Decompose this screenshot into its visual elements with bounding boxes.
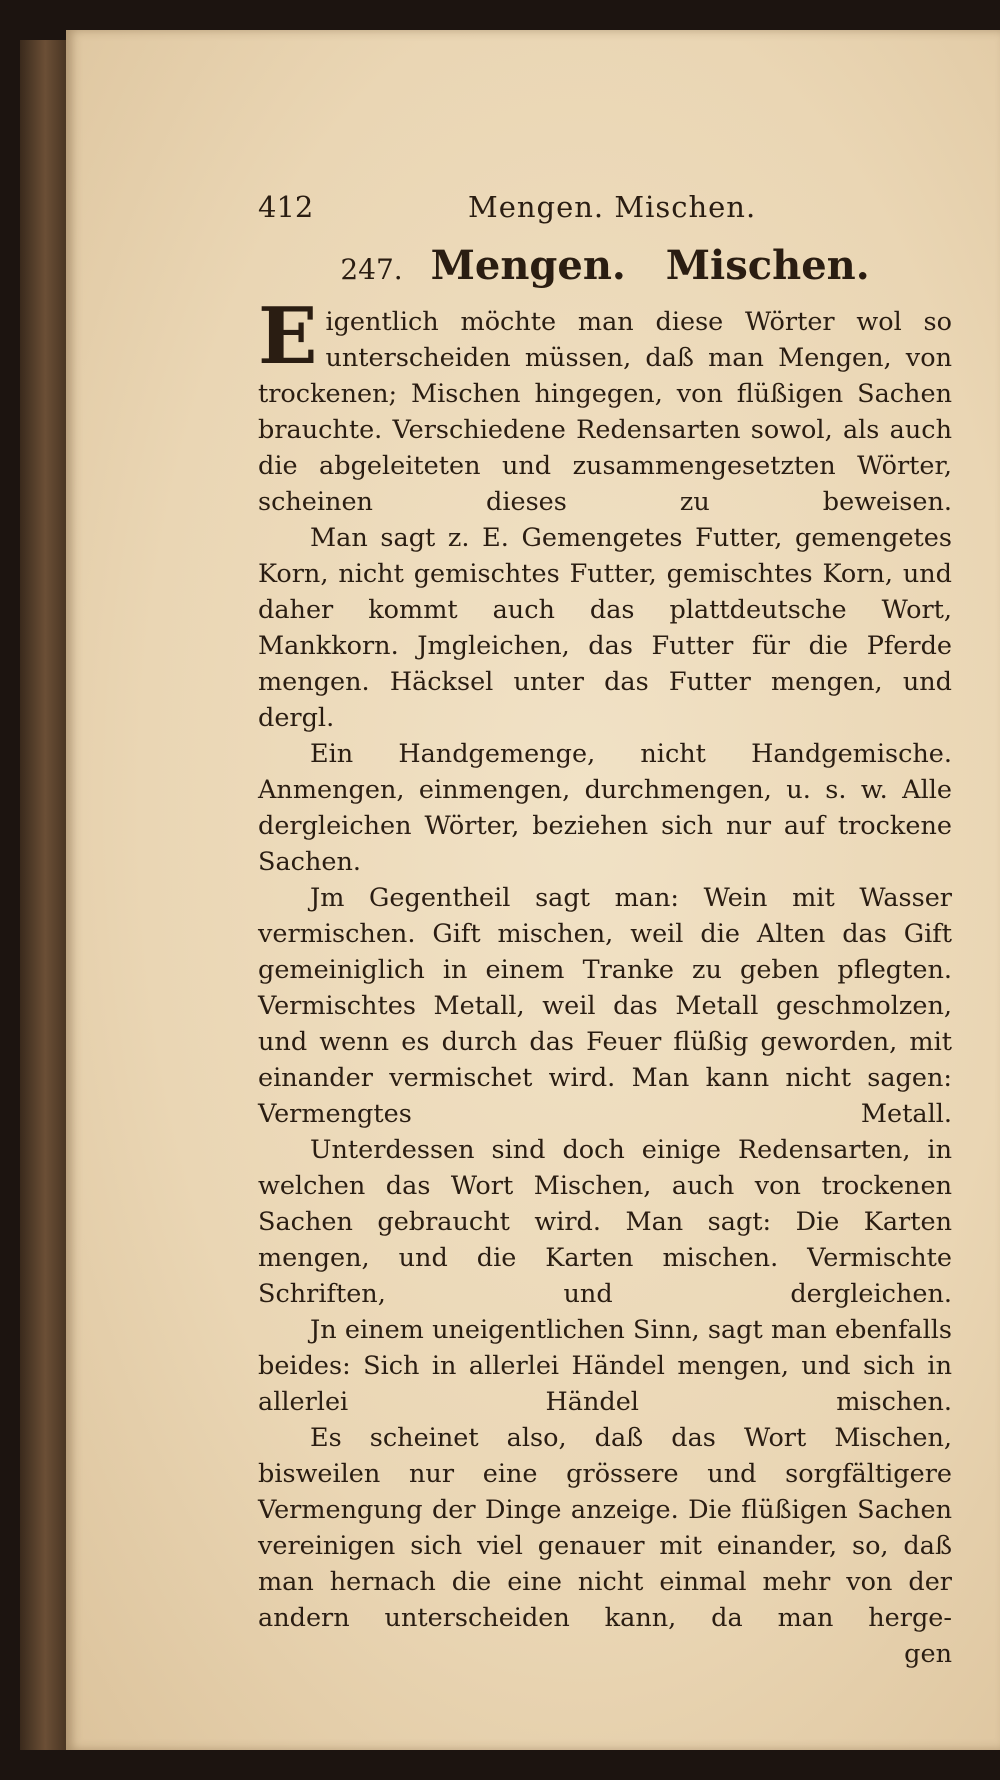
paragraph-1 bbox=[258, 291, 952, 520]
page-number: 412 bbox=[258, 190, 314, 224]
section-title-part2: Mischen. bbox=[665, 242, 870, 289]
book-page bbox=[66, 30, 1000, 1750]
paragraph-3-text: Ein Handgemenge, nicht Handgemische. Anmengen, einmengen, durchmengen, u. s. w. Alle dergleichen Wörter, beziehen sich nur auf trockene Sachen. bbox=[258, 739, 952, 877]
drop-cap: E bbox=[258, 291, 318, 382]
section-title-part1: Mengen. bbox=[430, 242, 626, 289]
paragraph-1-text: igentlich möchte man diese Wörter wol so unterscheiden müssen, daß man Mengen, von trockenen; Mischen hingegen, von flüßigen Sachen brauchte. Verschiedene Redensarten sowol, als auch die abgeleiteten und zusammengesetzten Wörter, scheinen dieses zu beweisen. bbox=[258, 307, 952, 517]
paragraph-2-text: Man sagt z. E. Gemengetes Futter, gemengetes Korn, nicht gemischtes Futter, gemischtes Korn, und daher kommt auch das plattdeutsche Wort, Mankkorn. Jmgleichen, das Futter für die Pferde mengen. Häcksel unter das Futter mengen, und dergl. bbox=[258, 523, 952, 733]
catchword: gen bbox=[904, 1639, 952, 1669]
paragraph-2 bbox=[258, 520, 952, 736]
section-heading bbox=[258, 242, 952, 304]
paragraph-4-text: Jm Gegentheil sagt man: Wein mit Wasser vermischen. Gift mischen, weil die Alten das Gift gemeiniglich in einem Tranke zu geben pflegten. Vermischtes Metall, weil das Metall geschmolzen, und wenn es durch das Feuer flüßig geworden, mit einander vermischet wird. Man kann nicht sagen: Vermengtes Metall. bbox=[258, 883, 952, 1129]
book-spine bbox=[20, 40, 66, 1750]
paragraph-5 bbox=[258, 1132, 952, 1312]
paragraph-6 bbox=[258, 1312, 952, 1420]
section-number: 247. bbox=[340, 253, 403, 286]
paragraph-7-text: Es scheinet also, daß das Wort Mischen, bisweilen nur eine grössere und sorgfältigere Vermengung der Dinge anzeige. Die flüßigen Sachen vereinigen sich viel genauer mit einander, so, daß man hernach die eine nicht einmal mehr von der andern unterscheiden kann, da man herge- bbox=[258, 1423, 952, 1633]
running-head: Mengen. Mischen. bbox=[468, 190, 757, 224]
paragraph-5-text: Unterdessen sind doch einige Redensarten, in welchen das Wort Mischen, auch von trockenen Sachen gebraucht wird. Man sagt: Die Karten mengen, und die Karten mischen. Vermischte Schriften, und dergleichen. bbox=[258, 1135, 952, 1309]
paragraph-7 bbox=[258, 1420, 952, 1636]
page-content bbox=[258, 180, 952, 1672]
paragraph-3 bbox=[258, 736, 952, 880]
paragraph-4 bbox=[258, 880, 952, 1132]
paragraph-6-text: Jn einem uneigentlichen Sinn, sagt man ebenfalls beides: Sich in allerlei Händel mengen, und sich in allerlei Händel mischen. bbox=[258, 1315, 952, 1417]
page-header bbox=[258, 180, 952, 240]
